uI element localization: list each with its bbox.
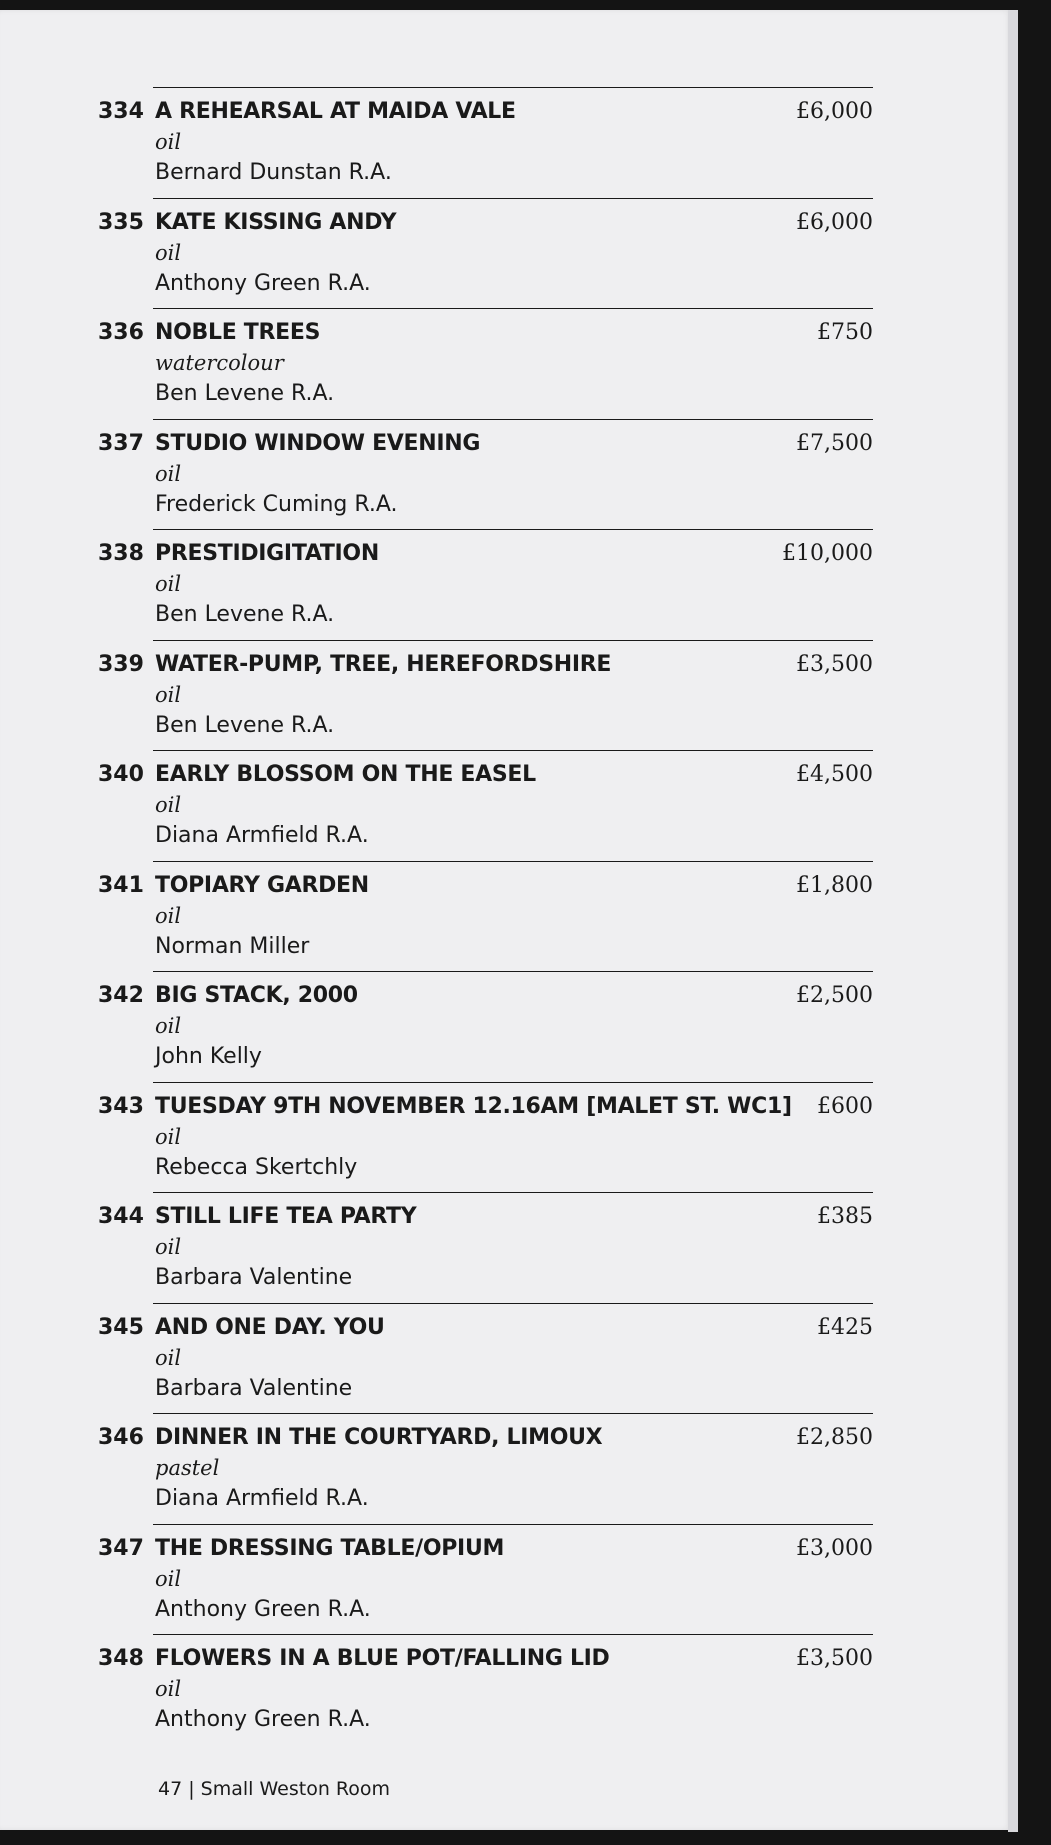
- entry-price: £3,500: [796, 651, 873, 677]
- entry-number: 342: [98, 983, 144, 1008]
- entry-medium: oil: [155, 793, 182, 817]
- entry-number: 337: [98, 430, 144, 456]
- entry-medium: oil: [155, 1566, 182, 1591]
- entry-artist: Frederick Cuming R.A.: [155, 491, 398, 517]
- entry-number: 343: [98, 1093, 144, 1119]
- entry-divider: [153, 861, 873, 862]
- entry-divider: [153, 1192, 873, 1193]
- entry-medium: oil: [155, 903, 182, 928]
- entry-medium: oil: [155, 461, 182, 486]
- entry-medium: oil: [155, 1677, 182, 1701]
- page-footer: [158, 1778, 390, 1800]
- entry-medium: watercolour: [155, 351, 284, 375]
- entry-title: NOBLE TREES: [155, 320, 321, 345]
- entry-number: 346: [98, 1425, 144, 1450]
- catalogue-entry: [0, 308, 1012, 419]
- entry-number: 344: [98, 1204, 144, 1229]
- entry-title: THE DRESSING TABLE/OPIUM: [155, 1535, 505, 1561]
- entry-number: 345: [98, 1314, 144, 1340]
- entry-divider: [153, 87, 873, 88]
- entry-divider: [153, 1082, 873, 1083]
- entry-artist: Ben Levene R.A.: [155, 712, 335, 738]
- footer-separator: |: [182, 1778, 201, 1800]
- catalogue-entry: [0, 1192, 1012, 1303]
- catalogue-entry: [0, 529, 1012, 640]
- entry-artist: Barbara Valentine: [155, 1265, 353, 1290]
- catalogue-entry-list: [0, 87, 1012, 1745]
- entry-divider: [153, 971, 873, 972]
- entry-number: 339: [98, 651, 144, 677]
- entry-artist: Rebecca Skertchly: [155, 1154, 358, 1180]
- entry-title: A REHEARSAL AT MAIDA VALE: [155, 99, 516, 124]
- entry-medium: pastel: [155, 1456, 220, 1480]
- entry-title: DINNER IN THE COURTYARD, LIMOUX: [155, 1425, 603, 1450]
- entry-price: £3,500: [796, 1646, 873, 1671]
- entry-artist: Ben Levene R.A.: [155, 602, 335, 627]
- entry-artist: Bernard Dunstan R.A.: [155, 160, 392, 185]
- entry-price: £4,500: [796, 762, 873, 787]
- catalogue-entry: [0, 419, 1012, 530]
- entry-number: 336: [98, 320, 144, 345]
- entry-medium: oil: [155, 130, 182, 154]
- entry-title: PRESTIDIGITATION: [155, 541, 379, 566]
- entry-divider: [153, 529, 873, 530]
- entry-medium: oil: [155, 682, 182, 707]
- entry-artist: Diana Armfield R.A.: [155, 1486, 369, 1511]
- catalogue-entry: [0, 1524, 1012, 1635]
- entry-artist: Anthony Green R.A.: [155, 1596, 371, 1622]
- entry-medium: oil: [155, 1235, 182, 1259]
- entry-title: TOPIARY GARDEN: [155, 872, 369, 898]
- entry-price: £600: [817, 1093, 873, 1119]
- catalogue-entry: [0, 198, 1012, 309]
- entry-divider: [153, 1634, 873, 1635]
- entry-divider: [153, 1413, 873, 1414]
- entry-divider: [153, 308, 873, 309]
- entry-divider: [153, 640, 873, 641]
- entry-medium: oil: [155, 1014, 182, 1038]
- entry-number: 347: [98, 1535, 144, 1561]
- entry-title: WATER-PUMP, TREE, HEREFORDSHIRE: [155, 651, 612, 677]
- entry-artist: Ben Levene R.A.: [155, 381, 335, 406]
- entry-title: FLOWERS IN A BLUE POT/FALLING LID: [155, 1646, 610, 1671]
- entry-artist: John Kelly: [155, 1044, 262, 1069]
- entry-price: £6,000: [796, 99, 873, 124]
- catalogue-entry: [0, 1634, 1012, 1745]
- page-number: 47: [158, 1778, 183, 1800]
- entry-title: KATE KISSING ANDY: [155, 209, 397, 235]
- entry-artist: Diana Armfield R.A.: [155, 823, 369, 848]
- entry-title: TUESDAY 9TH NOVEMBER 12.16AM [MALET ST. WC1]: [155, 1093, 792, 1119]
- entry-price: £3,000: [796, 1535, 873, 1561]
- entry-medium: oil: [155, 572, 182, 596]
- entry-number: 340: [98, 762, 144, 787]
- catalogue-entry: [0, 1082, 1012, 1193]
- catalogue-entry: [0, 750, 1012, 861]
- catalogue-entry: [0, 1413, 1012, 1524]
- entry-price: £2,500: [796, 983, 873, 1008]
- entry-price: £10,000: [782, 541, 873, 566]
- catalogue-entry: [0, 640, 1012, 751]
- catalogue-entry: [0, 971, 1012, 1082]
- entry-title: AND ONE DAY. YOU: [155, 1314, 385, 1340]
- entry-number: 341: [98, 872, 144, 898]
- entry-divider: [153, 750, 873, 751]
- entry-divider: [153, 198, 873, 199]
- entry-artist: Norman Miller: [155, 933, 310, 959]
- entry-price: £7,500: [796, 430, 873, 456]
- entry-title: STILL LIFE TEA PARTY: [155, 1204, 417, 1229]
- entry-medium: oil: [155, 1124, 182, 1149]
- entry-price: £385: [817, 1204, 873, 1229]
- entry-number: 335: [98, 209, 144, 235]
- entry-artist: Barbara Valentine: [155, 1375, 353, 1401]
- room-name: Small Weston Room: [200, 1778, 391, 1800]
- entry-price: £750: [817, 320, 873, 345]
- entry-artist: Anthony Green R.A.: [155, 270, 371, 296]
- entry-title: STUDIO WINDOW EVENING: [155, 430, 481, 456]
- entry-number: 348: [98, 1646, 144, 1671]
- entry-medium: oil: [155, 1345, 182, 1370]
- entry-number: 334: [98, 99, 144, 124]
- entry-number: 338: [98, 541, 144, 566]
- entry-divider: [153, 1524, 873, 1525]
- entry-price: £2,850: [796, 1425, 873, 1450]
- entry-medium: oil: [155, 240, 182, 265]
- entry-divider: [153, 1303, 873, 1304]
- catalogue-entry: [0, 1303, 1012, 1414]
- entry-title: BIG STACK, 2000: [155, 983, 358, 1008]
- catalogue-entry: [0, 87, 1012, 198]
- entry-price: £425: [817, 1314, 873, 1340]
- entry-divider: [153, 419, 873, 420]
- entry-price: £1,800: [796, 872, 873, 898]
- entry-artist: Anthony Green R.A.: [155, 1707, 371, 1732]
- catalogue-entry: [0, 861, 1012, 972]
- entry-title: EARLY BLOSSOM ON THE EASEL: [155, 762, 536, 787]
- entry-price: £6,000: [796, 209, 873, 235]
